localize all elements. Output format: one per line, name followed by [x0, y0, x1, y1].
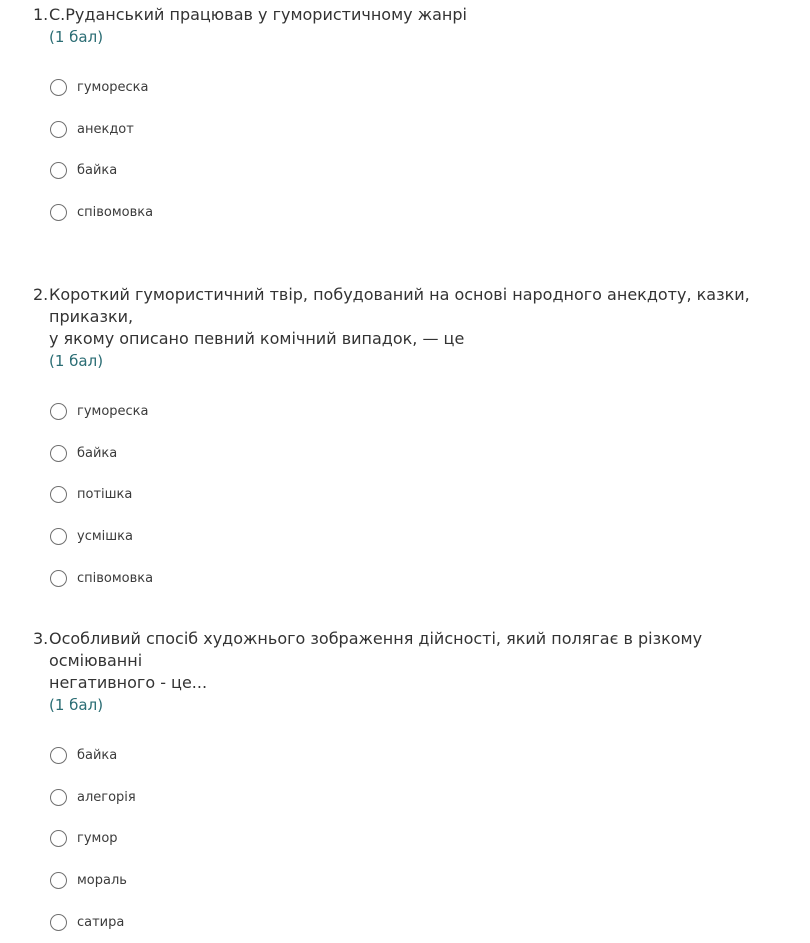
options-list	[50, 735, 793, 943]
question-header	[33, 284, 793, 350]
option-anekdot[interactable]	[50, 109, 793, 151]
option-label: гумореска	[77, 404, 149, 420]
question-header	[33, 628, 793, 694]
options-list	[50, 391, 793, 599]
radio-button[interactable]	[50, 747, 67, 764]
question-points: (1 бал)	[49, 352, 104, 370]
option-label: потішка	[77, 487, 133, 503]
radio-button[interactable]	[50, 204, 67, 221]
option-label: байка	[77, 748, 118, 764]
option-moral[interactable]	[50, 860, 793, 902]
option-potishka[interactable]	[50, 474, 793, 516]
question-header	[33, 4, 793, 26]
question-3	[33, 628, 793, 943]
option-baika[interactable]	[50, 735, 793, 777]
radio-button[interactable]	[50, 79, 67, 96]
question-text: Особливий спосіб художнього зображення дійсності, який полягає в різкому осміюванні негативного - це...	[49, 629, 703, 692]
question-text: Короткий гумористичний твір, побудований на основі народного анекдоту, казки, приказки, у якому описано певний комічний випадок, — це	[49, 285, 750, 348]
option-humoreska[interactable]	[50, 67, 793, 109]
question-number: 2.	[33, 285, 49, 304]
option-label: співомовка	[77, 570, 154, 586]
question-text: С.Руданський працював у гумористичному жанрі	[49, 5, 467, 24]
radio-button[interactable]	[50, 570, 67, 587]
question-points: (1 бал)	[49, 28, 104, 46]
radio-button[interactable]	[50, 789, 67, 806]
option-spivomovka[interactable]	[50, 557, 793, 599]
option-label: байка	[77, 163, 118, 179]
option-humoreska[interactable]	[50, 391, 793, 433]
option-label: гумореска	[77, 80, 149, 96]
option-satyra[interactable]	[50, 901, 793, 943]
radio-button[interactable]	[50, 528, 67, 545]
option-alegoriia[interactable]	[50, 777, 793, 819]
option-label: байка	[77, 445, 118, 461]
question-number: 3.	[33, 629, 49, 648]
radio-button[interactable]	[50, 486, 67, 503]
option-label: алегорія	[77, 789, 136, 805]
option-label: усмішка	[77, 529, 133, 545]
radio-button[interactable]	[50, 445, 67, 462]
radio-button[interactable]	[50, 830, 67, 847]
option-label: анекдот	[77, 121, 134, 137]
option-label: співомовка	[77, 205, 154, 221]
question-1	[33, 4, 793, 233]
option-baika[interactable]	[50, 433, 793, 475]
radio-button[interactable]	[50, 403, 67, 420]
radio-button[interactable]	[50, 162, 67, 179]
question-2	[33, 284, 793, 599]
question-points: (1 бал)	[49, 696, 104, 714]
option-humor[interactable]	[50, 818, 793, 860]
option-label: гумор	[77, 831, 118, 847]
option-spivomovka[interactable]	[50, 192, 793, 234]
option-baika[interactable]	[50, 150, 793, 192]
option-usmishka[interactable]	[50, 516, 793, 558]
options-list	[50, 67, 793, 233]
radio-button[interactable]	[50, 872, 67, 889]
question-number: 1.	[33, 5, 49, 24]
radio-button[interactable]	[50, 914, 67, 931]
radio-button[interactable]	[50, 121, 67, 138]
option-label: сатира	[77, 914, 125, 930]
option-label: мораль	[77, 873, 127, 889]
